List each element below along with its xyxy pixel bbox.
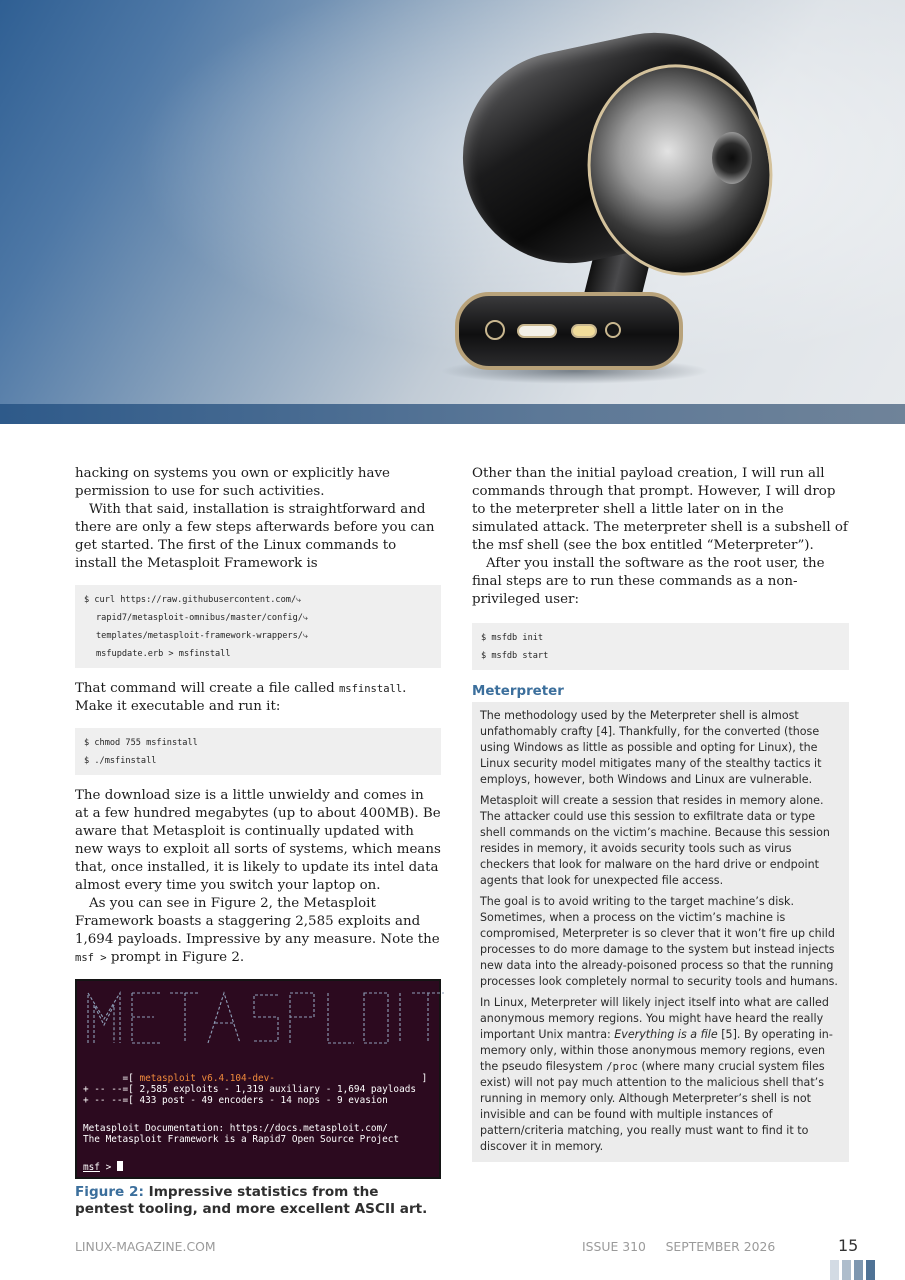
line-continuation-icon: ⤷ [296, 595, 301, 605]
right-column [472, 465, 849, 1162]
code-line: $ curl https://raw.githubusercontent.com/ [84, 595, 297, 605]
inline-code: msfinstall [338, 683, 403, 695]
figure-terminal-screenshot [75, 979, 456, 1179]
code-line: $ msfdb init [481, 633, 544, 643]
sidebar-paragraph: In Linux, Meterpreter will likely inject itself into what are called anonymous memory regions. You might have heard the really important Unix mantra: Everything is a file [5]. By operating in-memory only, within those anonymous memory regions, even the pseudo filesystem /proc (where many crucial system files exist) will not pay much attention to the malicious shell that’s running in memory only. Although Meterpreter’s shell is not invisible and can be found with multiple instances of pattern/criteria matching, you really must want to find it to discover it in memory. [480, 996, 833, 1153]
webcam-port-slot [517, 324, 557, 338]
sidebar-paragraph: Metasploit will create a session that resides in memory alone. The attacker could use this session to exfiltrate data or type shell commands on the victim’s machine. Because this session resides in memory, it avoids security tools such as virus checkers that look for malware on the hard drive or endpoint agents that look for unexpected file access. [480, 794, 830, 887]
body-paragraph: hacking on systems you own or explicitly have permission to use for such activities. [75, 466, 390, 499]
code-line: $ chmod 755 msfinstall [84, 738, 198, 748]
code-line: msfupdate.erb > msfinstall [96, 649, 231, 659]
footer-issue: ISSUE 310 SEPTEMBER 2026 [582, 1239, 776, 1254]
body-paragraph: That command will create a file called msfinstall. Make it executable and run it: [75, 681, 407, 714]
code-line: rapid7/metasploit-omnibus/master/config/ [96, 613, 303, 623]
sidebar-paragraph: The goal is to avoid writing to the target machine’s disk. Sometimes, when a process on the victim’s machine is compromised, Meterpreter is so clever that it won’t fire up child processes to do more damage to the system but instead injects new data into the already-poisoned process so that the running processes look completely normal to security tools and humans. [480, 895, 838, 988]
sidebar-paragraph: The methodology used by the Meterpreter shell is almost unfathomably crafty [4]. Thankfully, for the converted (those using Windows as little as possible and opting for Linux), the Linux security model mitigates many of the stealthy tactics it employs, however, both Windows and Linux are vulnerable. [480, 709, 822, 786]
body-paragraph: As you can see in Figure 2, the Metasploit Framework boasts a staggering 2,585 exploits and 1,694 payloads. Impressive by any measure. Note the msf > prompt in Figure 2. [75, 896, 440, 965]
emphasis-text: Everything is a file [614, 1028, 718, 1041]
line-continuation-icon: ⤷ [302, 613, 308, 623]
footer-decorative-bars [830, 1260, 875, 1280]
body-paragraph: The download size is a little unwieldy and comes in at a few hundred megabytes (up to about 400MB). Be aware that Metasploit is continually updated with new ways to exploit all sorts of systems, which means that, once installed, it is likely to update its intel data almost every time you switch your laptop on. [75, 788, 441, 893]
footer-site: LINUX-MAGAZINE.COM [75, 1239, 216, 1254]
code-block-msfdb [472, 623, 849, 670]
webcam-port-round-left [485, 320, 505, 340]
inline-code: msf > [75, 952, 107, 964]
body-paragraph: After you install the software as the root user, the final steps are to run these commands as a non-privileged user: [472, 556, 825, 607]
line-continuation-icon: ⤷ [302, 631, 308, 641]
webcam-lens [712, 132, 752, 184]
figure-label: Figure 2: [75, 1184, 144, 1200]
webcam-port-light [571, 324, 597, 338]
footer-bar [866, 1260, 875, 1280]
code-block-chmod [75, 728, 441, 775]
hero-webcam-illustration [0, 0, 905, 424]
terminal-stats-line: + -- --=[ 433 post - 49 encoders - 14 nops - 9 evasion ] [83, 1095, 456, 1106]
figure-caption: Figure 2: Impressive statistics from the pentest tooling, and more excellent ASCII art. [75, 1184, 428, 1217]
code-line: templates/metasploit-framework-wrappers/ [96, 631, 303, 641]
body-paragraph: With that said, installation is straightforward and there are only a few steps afterwards before you can get started. The first of the Linux commands to install the Metasploit Framework is [75, 502, 435, 571]
terminal-cursor [117, 1161, 123, 1171]
hero-background-glow [0, 0, 905, 424]
msf-prompt: msf [83, 1162, 100, 1173]
page-number: 15 [838, 1236, 859, 1255]
code-block-curl [75, 585, 441, 668]
body-paragraph: Other than the initial payload creation, I will run all commands through that prompt. However, I will drop to the meterpreter shell a little later on in the simulated attack. The meterpreter shell is a subshell of the msf shell (see the box entitled “Meterpreter”). [472, 466, 848, 553]
webcam-base [455, 292, 683, 370]
terminal-docs-line: Metasploit Documentation: https://docs.metasploit.com/ [83, 1123, 388, 1134]
metasploit-ascii-art-logo [82, 985, 448, 1057]
meterpreter-sidebar-box [472, 702, 849, 1162]
terminal-project-line: The Metasploit Framework is a Rapid7 Open Source Project [83, 1134, 400, 1145]
terminal-prompt-line: msf > [83, 1161, 123, 1173]
footer-bar [854, 1260, 863, 1280]
inline-code: /proc [606, 1061, 638, 1073]
webcam-port-round-right [605, 322, 621, 338]
code-line: $ msfdb start [481, 651, 549, 661]
terminal-version-line: =[ metasploit v6.4.104-dev- ] [83, 1073, 428, 1084]
hero-bottom-strip [0, 404, 905, 424]
sidebar-title: Meterpreter [472, 684, 564, 699]
code-line: $ ./msfinstall [84, 756, 157, 766]
terminal-stats-line: + -- --=[ 2,585 exploits - 1,319 auxiliary - 1,694 payloads ] [83, 1084, 450, 1095]
footer-bar [830, 1260, 839, 1280]
footer-bar [842, 1260, 851, 1280]
metasploit-version: metasploit v6.4.104-dev- [139, 1073, 275, 1084]
left-column [75, 465, 456, 1218]
